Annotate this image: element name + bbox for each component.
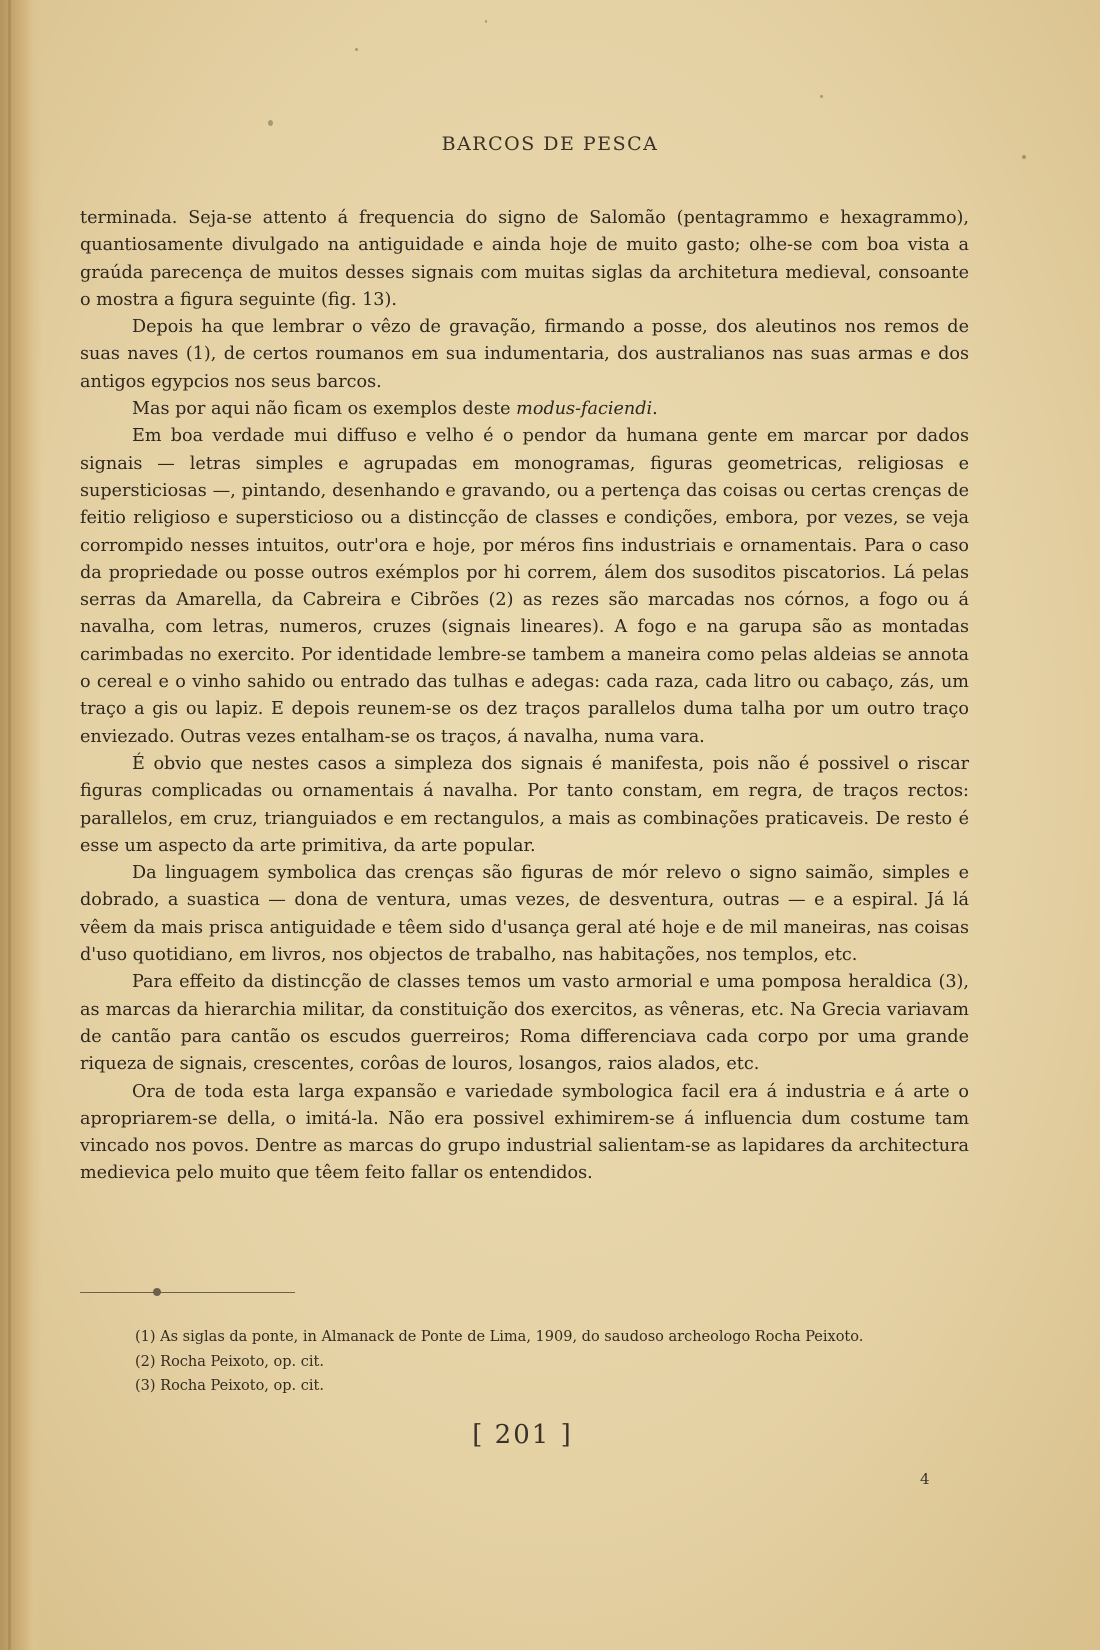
- body-text: [80, 205, 969, 1188]
- paragraph-5: É obvio que nestes casos a simpleza dos signais é manifesta, pois não é possivel o riscar figuras complicadas ou ornamentais á navalha. Por tanto constam, em regra, de traços rectos: parallelos, em cruz, trianguiados e em rectangulos, a mais as combinações praticaveis. De resto é esse um aspecto da arte primitiva, da arte popular.: [80, 753, 969, 856]
- page-number: [ 201 ]: [472, 1420, 573, 1450]
- footnote-3: (3) Rocha Peixoto, op. cit.: [135, 1378, 324, 1394]
- paper-speck: [1022, 155, 1026, 159]
- paragraph-4: Em boa verdade mui diffuso e velho é o pendor da humana gente em marcar por dados signais — letras simples e agrupadas em monogramas, figuras geometricas, religiosas e supersticiosas —, pintando, desenhando e gravando, ou a pertença das coisas ou certas crenças de feitio religioso e supersticioso ou a distincção de classes e condições, embora, por vezes, se veja corrompido nesses intuitos, outr'ora e hoje, por méros fins industriais e ornamentais. Para o caso da propriedade ou posse outros exémplos por hi correm, álem dos susoditos piscatorios. Lá pelas serras da Amarella, da Cabreira e Cibrões (2) as rezes são marcadas nos córnos, a fogo ou á navalha, com letras, numeros, cruzes (signais lineares). A fogo e na garupa são as montadas carimbadas no exercito. Por identidade lembre-se tambem a maneira como pelas aldeias se annota o cereal e o vinho sahido ou entrado das tulhas e adegas: cada raza, cada litro ou cabaço, zás, um traço a gis ou lapiz. E depois reunem-se os dez traços parallelos duma talha por um outro traço enviezado. Outras vezes entalham-se os traços, á navalha, numa vara.: [80, 426, 969, 747]
- paragraph-3-text: Mas por aqui não ficam os exemplos deste: [132, 399, 517, 420]
- paragraph-6: Da linguagem symbolica das crenças são figuras de mór relevo o signo saimão, simples e dobrado, a suastica — dona de ventura, umas vezes, de desventura, outras — e a espiral. Já lá vêem da mais prisca antiguidade e têem sido d'usança geral até hoje e de mil maneiras, nas coisas d'uso quotidiano, em livros, nos objectos de trabalho, nas habitações, nos templos, etc.: [80, 863, 969, 966]
- paragraph-1: terminada. Seja-se attento á frequencia do signo de Salomão (pentagrammo e hexagrammo), quantiosamente divulgado na antiguidade e ainda hoje de muito gasto; olhe-se com boa vista a graúda parecença de muitos desses signais com muitas siglas da architetura medieval, consoante o mostra a figura seguinte (fig. 13).: [80, 208, 969, 310]
- footnotes: [135, 1325, 975, 1399]
- paragraph-7: Para effeito da distincção de classes temos um vasto armorial e uma pomposa heraldica (3), as marcas da hierarchia militar, da constituição dos exercitos, as vêneras, etc. Na Grecia variavam de cantão para cantão os escudos guerreiros; Roma differenciava cada corpo por uma grande riqueza de signais, crescentes, corôas de louros, losangos, raios alados, etc.: [80, 972, 969, 1075]
- paragraph-3: [80, 396, 969, 423]
- paper-speck: [268, 120, 273, 126]
- running-title: BARCOS DE PESCA: [441, 133, 659, 155]
- paragraph-2: Depois ha que lembrar o vêzo de gravação, firmando a posse, dos aleutinos nos remos de suas naves (1), de certos roumanos em sua indumentaria, dos australianos nas suas armas e dos antigos egypcios nos seus barcos.: [80, 317, 969, 392]
- paper-speck: [820, 95, 823, 98]
- paper-speck: [355, 48, 358, 51]
- paragraph-3-end: .: [652, 399, 658, 420]
- latin-phrase: modus-faciendi: [516, 399, 653, 420]
- footnote-2: (2) Rocha Peixoto, op. cit.: [135, 1353, 324, 1370]
- paper-speck: [485, 20, 487, 23]
- divider-ornament: [153, 1288, 161, 1296]
- page-binding-shadow: [0, 0, 42, 1650]
- page-edge-line: [8, 0, 11, 1650]
- signature-mark: 4: [920, 1470, 930, 1488]
- footnote-1: (1) As siglas da ponte, in Almanack de Ponte de Lima, 1909, do saudoso archeologo Rocha Peixoto.: [135, 1329, 864, 1345]
- footnote-divider: [80, 1292, 295, 1293]
- paragraph-8: Ora de toda esta larga expansão e variedade symbologica facil era á industria e á arte o apropriarem-se della, o imitá-la. Não era possivel exhimirem-se á influencia dum costume tam vincado nos povos. Dentre as marcas do grupo industrial salientam-se as lapidares da architectura medievica pelo muito que têem feito fallar os entendidos.: [80, 1081, 969, 1184]
